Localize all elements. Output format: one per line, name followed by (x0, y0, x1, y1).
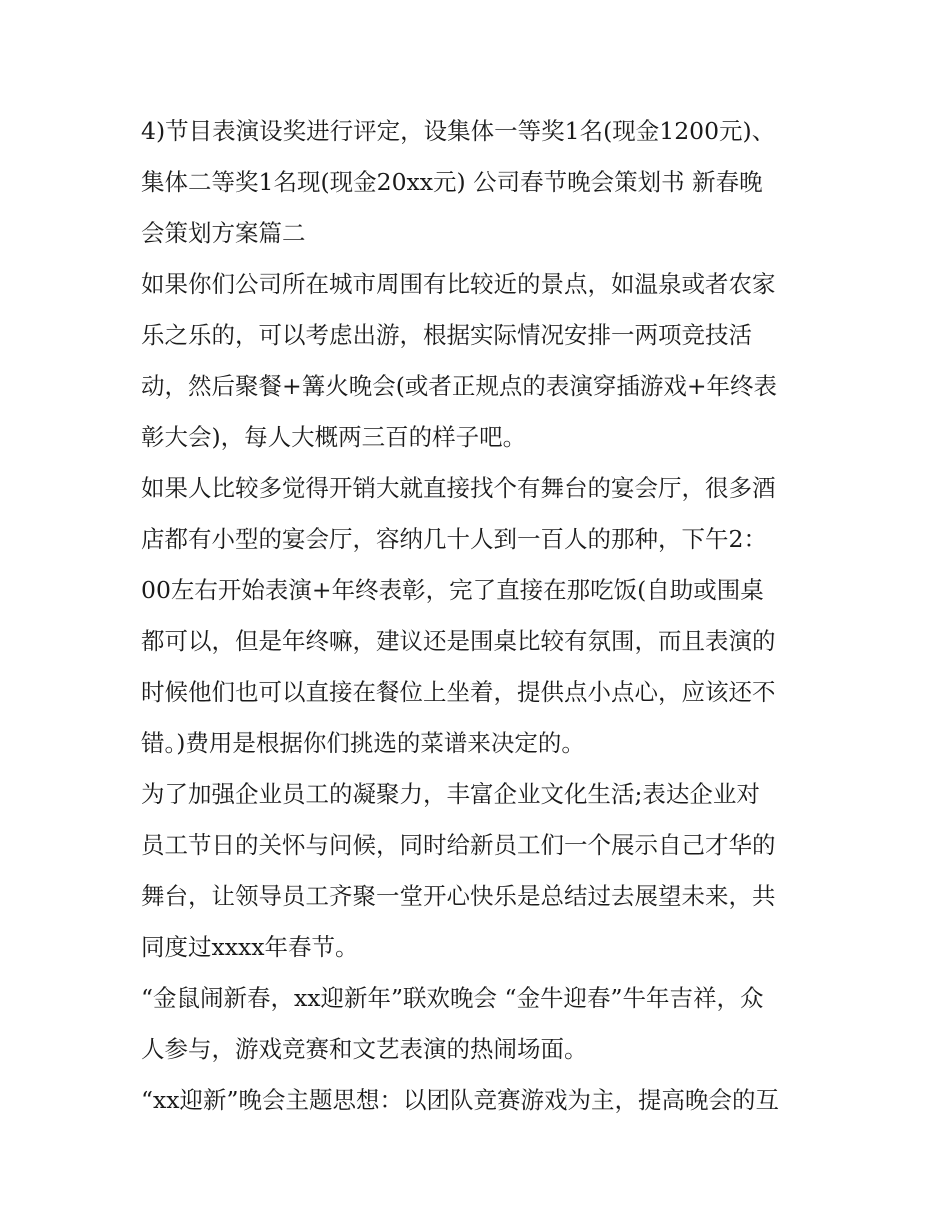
text-line: 如果你们公司所在城市周围有比较近的景点，如温泉或者农家 (141, 270, 776, 298)
text-line: 都可以，但是年终嘛，建议还是围桌比较有氛围，而且表演的 (141, 627, 776, 655)
text-line: 同度过xxxx年春节。 (141, 933, 359, 961)
text-line: 为了加强企业员工的凝聚力，丰富企业文化生活;表达企业对 (141, 780, 760, 808)
text-line: 时候他们也可以直接在餐位上坐着，提供点小点心，应该还不 (141, 678, 776, 706)
document-body (141, 106, 821, 1126)
text-line: 彰大会)，每人大概两三百的样子吧。 (141, 423, 527, 451)
text-line: 如果人比较多觉得开销大就直接找个有舞台的宴会厅，很多酒 (141, 474, 776, 502)
text-line: 错。)费用是根据你们挑选的菜谱来决定的。 (141, 729, 585, 757)
text-line: 舞台，让领导员工齐聚一堂开心快乐是总结过去展望未来，共 (141, 882, 776, 910)
text-line: 00左右开始表演+年终表彰，完了直接在那吃饭(自助或围桌 (141, 576, 764, 604)
text-line: 动，然后聚餐+篝火晚会(或者正规点的表演穿插游戏+年终表 (141, 372, 778, 400)
text-line: 店都有小型的宴会厅，容纳几十人到一百人的那种，下午2： (141, 525, 767, 553)
text-line: 人参与，游戏竞赛和文艺表演的热闹场面。 (141, 1035, 588, 1063)
text-line: 4)节目表演设奖进行评定，设集体一等奖1名(现金1200元)、 (141, 117, 776, 145)
text-line: “金鼠闹新春，xx迎新年”联欢晚会 “金牛迎春”牛年吉祥，众 (141, 984, 764, 1012)
text-line: “xx迎新”晚会主题思想：以团队竞赛游戏为主，提高晚会的互 (141, 1086, 780, 1114)
text-line: 乐之乐的，可以考虑出游，根据实际情况安排一两项竞技活 (141, 321, 752, 349)
text-line: 集体二等奖1名现(现金20xx元) 公司春节晚会策划书 新春晚 (141, 168, 763, 196)
text-line: 会策划方案篇二 (141, 219, 306, 247)
text-line: 员工节日的关怀与问候，同时给新员工们一个展示自己才华的 (141, 831, 776, 859)
